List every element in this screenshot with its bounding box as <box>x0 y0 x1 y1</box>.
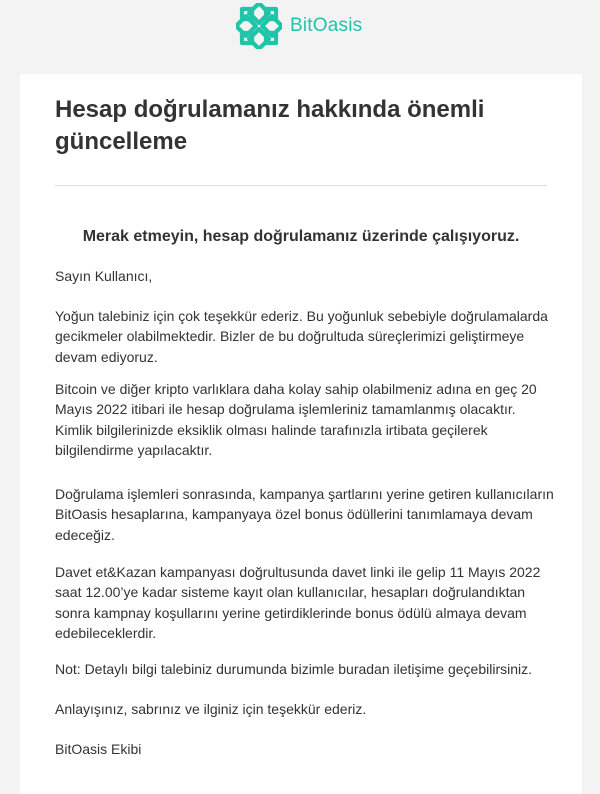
bitoasis-logo-icon <box>236 3 282 49</box>
email-header <box>0 0 600 74</box>
email-headline: Hesap doğrulamanız hakkında önemli güncelleme <box>55 96 485 155</box>
thanks-paragraph: Anlayışınız, sabrınız ve ilginiz için teşekkür ederiz. <box>55 701 367 717</box>
brand-name: BitOasis <box>290 15 363 36</box>
email-subheadline: Merak etmeyin, hesap doğrulamanız üzerinde çalışıyoruz. <box>82 228 520 245</box>
paragraph-1: Yoğun talebiniz için çok teşekkür ederiz. Bu yoğunluk sebebiyle doğrulamalarda gecikmeler olabilmektedir. Bizler de bu doğrultuda süreçlerimizi geliştirmeye devam ediyoruz. <box>55 308 548 365</box>
email-card <box>20 74 582 794</box>
paragraph-3: Doğrulama işlemleri sonrasında, kampanya şartlarını yerine getiren kullanıcıların BitOasis hesaplarına, kampanyaya özel bonus ödüllerini tanımlamaya devam edeceğiz. <box>55 486 554 543</box>
bitoasis-logo[interactable] <box>236 3 362 49</box>
headline-divider <box>55 185 547 186</box>
note-paragraph: Not: Detaylı bilgi talebiniz durumunda bizimle buradan iletişime geçebilirsiniz. <box>55 661 533 677</box>
paragraph-2: Bitcoin ve diğer kripto varlıklara daha kolay sahip olabilmeniz adına en geç 20 Mayıs 2022 itibari ile hesap doğrulama işlemleriniz tamamlanmış olacaktır. Kimlik bilgilerinizde eksiklik olması halinde tarafınızla irtibata geçilerek bilgilendirme yapılacaktır. <box>55 381 537 458</box>
signature: BitOasis Ekibi <box>55 741 142 757</box>
greeting: Sayın Kullanıcı, <box>55 268 153 284</box>
paragraph-4: Davet et&Kazan kampanyası doğrultusunda davet linki ile gelip 11 Mayıs 2022 saat 12.00’ye kadar sisteme kayıt olan kullanıcılar, hesapları doğrulandıktan sonra kampnay koşullarını yerine getirdiklerinde bonus ödülü almaya devam edebileceklerdir. <box>55 564 541 641</box>
